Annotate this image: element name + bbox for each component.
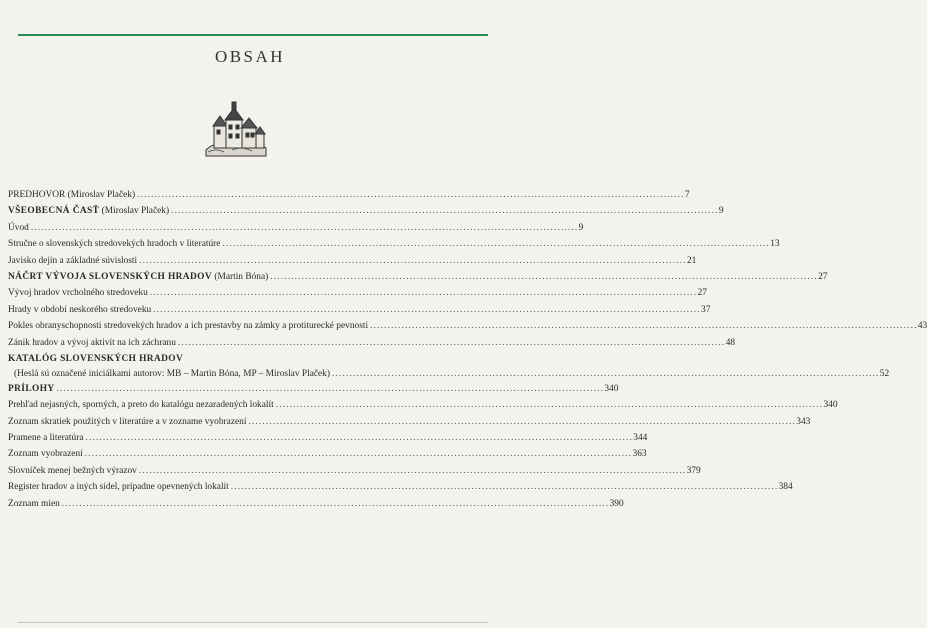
toc-entry-label (8, 482, 229, 493)
catalog-note-label: (Heslá sú označené iniciálkami autorov: MB – Martin Bóna, MP – Miroslav Plaček) (14, 368, 330, 379)
toc-entry-label (8, 288, 148, 299)
toc-entry[interactable] (8, 304, 711, 316)
toc-entry-page-number: 384 (778, 482, 793, 493)
dot-leader (139, 256, 685, 267)
toc-entry-label (8, 206, 169, 217)
toc-entry[interactable] (8, 321, 927, 332)
toc-entry[interactable] (8, 383, 619, 395)
toc-entry-title: Zoznam vyobrazení (8, 449, 83, 460)
dot-leader (31, 223, 577, 234)
toc-entry-page-number: 363 (632, 449, 647, 460)
toc-entry-page-number: 343 (796, 416, 811, 427)
catalog-heading-label: KATALÓG SLOVENSKÝCH HRADOV (8, 353, 184, 364)
toc-entry-title: Register hradov a iných sídel, prípadne opevnených lokalít (8, 482, 229, 493)
toc-entry-title: Stručne o slovenských stredovekých hradoch v literatúre (8, 239, 221, 250)
toc-entry-title: Pramene a literatúra (8, 433, 84, 444)
toc-entry-label (8, 239, 220, 250)
toc-entry-title: PRÍLOHY (8, 383, 55, 394)
toc-entry[interactable] (8, 288, 707, 299)
dot-leader (231, 482, 777, 493)
toc-entry-page-number: 7 (684, 190, 690, 200)
toc-entry[interactable] (8, 400, 838, 411)
toc-entry[interactable] (8, 498, 624, 510)
toc-entry-page-number: 340 (604, 383, 619, 394)
toc-entry-label (8, 433, 83, 444)
dot-leader (171, 206, 717, 217)
toc-entry[interactable] (8, 271, 828, 283)
toc-entry[interactable] (8, 206, 724, 217)
toc-entry-label (8, 449, 83, 460)
toc-entry-label (8, 338, 176, 349)
toc-entry-label (8, 223, 29, 234)
toc-entry-page-number: 48 (725, 337, 736, 348)
toc-entry-label (8, 305, 151, 316)
toc-entry-label (8, 466, 137, 477)
toc-entry-title: NÁČRT VÝVOJA SLOVENSKÝCH HRADOV (8, 271, 213, 282)
dot-leader (150, 288, 696, 299)
dot-leader (153, 305, 699, 316)
toc-entry-label (8, 321, 368, 332)
toc-entry-page-number: 9 (578, 222, 584, 233)
page-title: OBSAH (214, 47, 286, 66)
dot-leader (85, 449, 631, 460)
toc-entry-page-number: 27 (697, 288, 707, 299)
dot-leader (137, 190, 683, 201)
toc-entry-title: Prehľad nejasných, sporných, a preto do katalógu nezaradených lokalít (8, 400, 274, 411)
dot-leader (178, 338, 724, 349)
toc-entry[interactable] (8, 465, 701, 477)
dot-leader (139, 466, 685, 477)
toc-entry[interactable] (8, 222, 584, 234)
dot-leader (270, 272, 816, 283)
dot-leader (276, 400, 822, 411)
toc-entry-page-number: 13 (770, 239, 780, 250)
toc-entry-page-number: 43 (917, 321, 927, 332)
toc-entry-title: Javisko dejín a základné súvislosti (8, 255, 138, 266)
dot-leader (370, 321, 916, 332)
toc-entry-author: (Miroslav Plaček) (65, 190, 136, 200)
dot-leader (62, 499, 608, 510)
toc-entry-title: Zoznam mien (8, 498, 60, 509)
toc-entry-label (8, 190, 135, 201)
toc-entry-label (8, 272, 268, 283)
toc-entry-title: VŠEOBECNÁ ČASŤ (8, 206, 100, 217)
toc-entry[interactable] (8, 337, 736, 349)
toc-entry-page-number: 37 (701, 304, 711, 315)
toc-entry-label (8, 384, 55, 395)
toc-entry-title: Zánik hradov a vývoj aktivít na ich záchranu (8, 337, 176, 348)
toc-entry-title: Úvod (8, 222, 29, 233)
dot-leader (57, 384, 603, 395)
toc-entry[interactable] (8, 239, 780, 250)
catalog-page-number: 52 (879, 368, 890, 379)
toc-entry-label (8, 400, 274, 411)
dot-leader (85, 433, 631, 444)
toc-entry-author: (Miroslav Plaček) (99, 206, 170, 217)
dot-leader (222, 239, 768, 250)
toc-entry-label (8, 499, 60, 510)
toc-entry-page-number: 21 (686, 255, 697, 266)
toc-entry-page-number: 390 (609, 498, 624, 509)
top-rule (18, 34, 488, 36)
toc-entry[interactable] (8, 416, 811, 428)
toc-entry-page-number: 9 (718, 206, 724, 217)
toc-entry[interactable] (8, 433, 648, 444)
toc-entry[interactable] (8, 482, 793, 493)
dot-leader (248, 417, 794, 428)
toc-entry-page-number: 379 (686, 465, 701, 476)
toc-entry-page-number: 344 (633, 433, 648, 444)
toc-entry-page-number: 340 (823, 400, 838, 411)
toc-entry-title: PREDHOVOR (8, 190, 66, 200)
table-of-contents (8, 190, 927, 515)
toc-entry-page-number: 27 (818, 271, 828, 282)
toc-entry-title: Slovníček menej bežných výrazov (8, 465, 137, 476)
toc-entry[interactable] (8, 255, 697, 267)
toc-entry-title: Hrady v období neskorého stredoveku (8, 304, 152, 315)
toc-entry-label (8, 256, 137, 267)
toc-entry-title: Pokles obranyschopnosti stredovekých hradov a ich prestavby na zámky a protiturecké pevnosti (8, 321, 369, 332)
toc-catalog-heading[interactable] (8, 354, 470, 365)
toc-entry[interactable] (8, 190, 690, 201)
toc-entry-author: (Martin Bóna) (212, 271, 269, 282)
toc-entry-label (8, 417, 246, 428)
toc-entry[interactable] (8, 449, 647, 460)
castle-illustration (202, 100, 270, 158)
toc-catalog-note[interactable] (8, 368, 890, 380)
toc-entry-title: Vývoj hradov vrcholného stredoveku (8, 288, 148, 299)
toc-entry-title: Zoznam skratiek použitých v literatúre a v zozname vyobrazení (8, 416, 247, 427)
dot-leader (332, 369, 878, 380)
bottom-rule (18, 622, 488, 623)
